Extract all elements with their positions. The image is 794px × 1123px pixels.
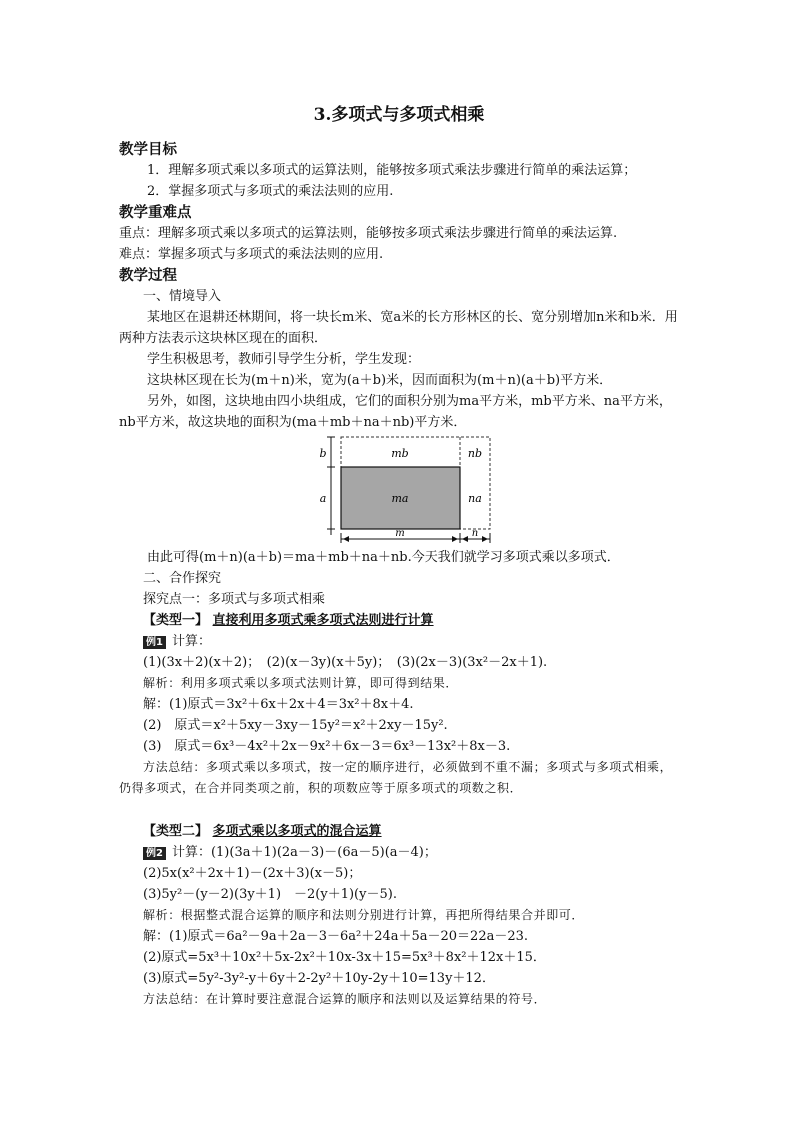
document-page: [119, 100, 679, 1010]
section-heading: 一、情境导入: [143, 289, 222, 304]
type1-title: 直接利用多项式乘多项式法则进行计算: [212, 613, 434, 628]
analysis-line: 解析：根据整式混合运算的顺序和法则分别进行计算，再把所得结果合并即可．: [143, 908, 585, 922]
example-badge: 例1: [143, 636, 166, 649]
method-summary: 方法总结：在计算时要注意混合运算的顺序和法则以及运算结果的符号．: [143, 992, 547, 1006]
difficulty-point: 难点：掌握多项式与多项式的乘法法则的应用.: [119, 247, 384, 262]
students-line: 学生积极思考，教师引导学生分析，学生发现：: [147, 352, 421, 367]
process-heading: 教学过程: [119, 267, 177, 284]
label-m: m: [395, 528, 405, 539]
example2-problem: (2)5x(x²＋2x＋1)－(2x＋3)(x－5)；: [143, 866, 362, 881]
example1-prompt: [119, 631, 679, 652]
solution-line: (2)原式=5x³＋10x²＋5x-2x²＋10x-3x＋15=5x³＋8x²＋12x＋15．: [143, 950, 546, 965]
type1-heading: [119, 610, 679, 631]
label-b: b: [319, 447, 327, 460]
label-nb: nb: [467, 447, 483, 460]
type2-title: 多项式乘以多项式的混合运算: [212, 824, 382, 839]
example-problem-text: 计算：(1)(3a＋1)(2a－3)－(6a－5)(a－4)；: [171, 845, 437, 860]
label-mb: mb: [391, 447, 409, 460]
section-heading: 二、合作探究: [143, 571, 222, 586]
example-badge: 例2: [143, 847, 166, 860]
label-a: a: [319, 492, 327, 505]
key-point: 重点：理解多项式乘以多项式的运算法则，能够按多项式乘法步骤进行简单的乘法运算.: [119, 226, 618, 241]
area-line: 这块林区现在长为(m＋n)米，宽为(a＋b)米，因而面积为(m＋n)(a＋b)平方米．: [147, 373, 613, 388]
solution-line: 解：(1)原式＝6a²－9a＋2a－3－6a²＋24a＋5a－20＝22a－23.: [143, 929, 529, 944]
example-prompt-text: 计算：: [171, 634, 211, 649]
area-diagram-svg: [119, 435, 679, 543]
objective-item: 1．理解多项式乘以多项式的运算法则，能够按多项式乘法步骤进行简单的乘法运算；: [147, 163, 637, 178]
example2-prompt: [119, 842, 679, 863]
area-diagram: [119, 435, 679, 543]
solution-line: (3)原式=5y²-3y²-y＋6y＋2-2y²＋10y-2y＋10=13y＋12．: [143, 971, 495, 986]
type2-bracket: 【类型二】: [143, 824, 209, 839]
analysis-line: 解析：利用多项式乘以多项式法则计算，即可得到结果．: [143, 676, 459, 690]
keypoints-heading: 教学重难点: [119, 204, 192, 221]
solution-line: (3) 原式＝6x³－4x²＋2x－9x²＋6x－3＝6x³－13x²＋8x－3.: [143, 739, 511, 754]
solution-line: (2) 原式＝x²＋5xy－3xy－15y²＝x²＋2xy－15y².: [143, 718, 448, 733]
label-na: na: [468, 492, 482, 505]
conclusion-line: 由此可得(m＋n)(a＋b)＝ma＋mb＋na＋nb.今天我们就学习多项式乘以多项式．: [147, 550, 620, 565]
area-paragraph: 另外，如图，这块地由四小块组成，它们的面积分别为ma平方米，mb平方米、na平方米，nb平方米，故这块地的面积为(ma＋mb＋na＋nb)平方米．: [119, 394, 672, 430]
example2-problem: (3)5y²－(y－2)(3y＋1) －2(y＋1)(y－5).: [143, 887, 397, 902]
label-n: n: [471, 528, 479, 539]
objectives-heading: 教学目标: [119, 141, 177, 158]
objective-item: 2．掌握多项式与多项式的乘法法则的应用.: [147, 184, 394, 199]
method-summary: 方法总结：多项式乘以多项式，按一定的顺序进行，必须做到不重不漏；多项式与多项式相乘，仍得多项式，在合并同类项之前，积的项数应等于原多项式的项数之积．: [119, 760, 673, 795]
explore-point: 探究点一：多项式与多项式相乘: [143, 592, 326, 607]
intro-paragraph: 某地区在退耕还林期间，将一块长m米、宽a米的长方形林区的长、宽分别增加n米和b米．用两种方法表示这块林区现在的面积．: [119, 310, 678, 346]
page-title: 3.多项式与多项式相乘: [313, 105, 485, 125]
type1-bracket: 【类型一】: [143, 613, 209, 628]
solution-line: 解：(1)原式＝3x²＋6x＋2x＋4＝3x²＋8x＋4.: [143, 697, 414, 712]
label-ma: ma: [391, 492, 409, 505]
example1-problems: (1)(3x＋2)(x＋2)； (2)(x－3y)(x＋5y)； (3)(2x－3)(3x²－2x＋1).: [143, 655, 548, 670]
type2-heading: [119, 821, 679, 842]
